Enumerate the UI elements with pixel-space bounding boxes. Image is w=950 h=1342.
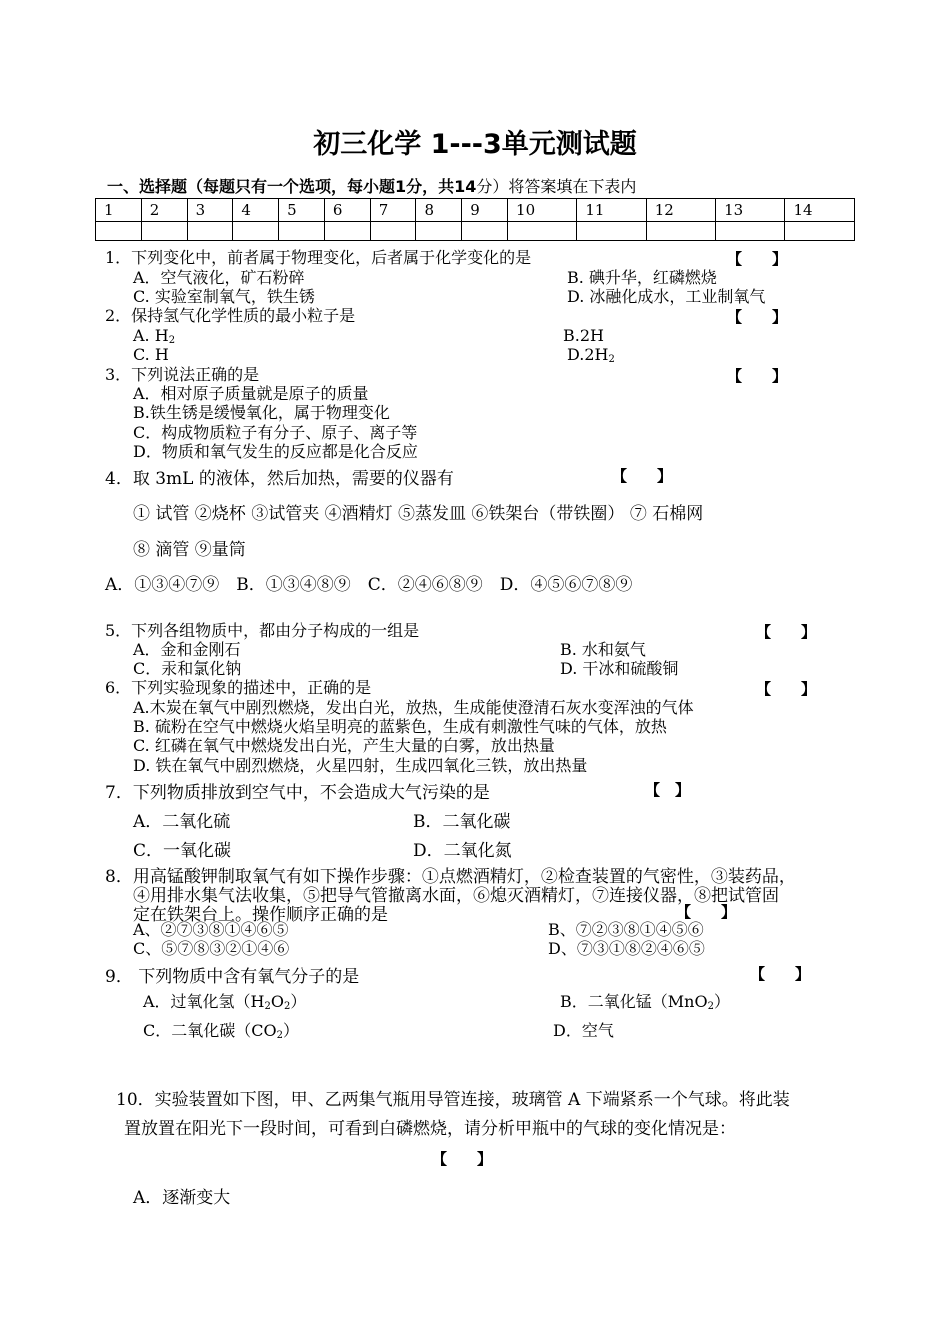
q2-option-d-sub: 2 bbox=[608, 354, 615, 365]
q9-option-b bbox=[560, 992, 730, 1016]
q6-option-a: A.木炭在氧气中剧烈燃烧，发出白光，放热，生成能使澄清石灰水变浑浊的气体 bbox=[133, 698, 694, 717]
q3-stem: 3．下列说法正确的是 bbox=[105, 365, 260, 384]
answer-number: 7 bbox=[370, 199, 416, 222]
q9-option-a-text: A．过氧化氢（H bbox=[143, 992, 265, 1011]
q6-stem: 6．下列实验现象的描述中，正确的是 bbox=[105, 678, 372, 697]
q9-option-b-text: B．二氧化锰（MnO bbox=[560, 992, 708, 1011]
q7-option-a: A．二氧化硫 bbox=[133, 812, 231, 832]
section-heading-bold: 一、选择题（每题只有一个选项，每小题1分，共14 bbox=[107, 177, 477, 196]
q3-option-a: A．相对原子质量就是原子的质量 bbox=[133, 384, 369, 403]
page-title: 初三化学 1---3单元测试题 bbox=[313, 129, 637, 160]
q1-option-b: B. 碘升华，红磷燃烧 bbox=[567, 268, 717, 287]
q1-option-c: C. 实验室制氧气，铁生锈 bbox=[133, 287, 315, 306]
q8-answer-bracket: 【 】 bbox=[676, 903, 737, 921]
q4-stem: 4．取 3mL 的液体，然后加热，需要的仪器有 bbox=[105, 469, 454, 489]
answer-number: 13 bbox=[716, 199, 785, 222]
q9-option-a-o: O bbox=[270, 992, 285, 1011]
q5-option-d: D. 干冰和硫酸铜 bbox=[560, 659, 679, 678]
answer-cell[interactable] bbox=[577, 222, 646, 241]
section-heading bbox=[107, 174, 636, 197]
q9-option-a-sub: 2 bbox=[264, 1001, 271, 1012]
q1-option-a: A．空气液化，矿石粉碎 bbox=[133, 268, 305, 287]
answer-cell[interactable] bbox=[785, 222, 855, 241]
q6-option-d: D. 铁在氧气中剧烈燃烧，火星四射，生成四氧化三铁，放出热量 bbox=[133, 756, 588, 775]
q9-option-c-text: C．二氧化碳（CO bbox=[143, 1021, 277, 1040]
q3-option-b: B.铁生锈是缓慢氧化，属于物理变化 bbox=[133, 403, 390, 422]
q7-stem: 7．下列物质排放到空气中，不会造成大气污染的是 bbox=[105, 783, 490, 803]
answer-number: 4 bbox=[233, 199, 279, 222]
q2-option-c: C. H bbox=[133, 345, 169, 364]
answer-number: 1 bbox=[96, 199, 142, 222]
q1-stem: 1．下列变化中，前者属于物理变化，后者属于化学变化的是 bbox=[105, 248, 532, 267]
q1-option-d: D. 冰融化成水，工业制氧气 bbox=[567, 287, 766, 306]
q5-option-b: B. 水和氨气 bbox=[560, 640, 646, 659]
q3-option-c: C．构成物质粒子有分子、原子、离子等 bbox=[133, 423, 418, 442]
q6-option-b: B. 硫粉在空气中燃烧火焰呈明亮的蓝紫色，生成有刺激性气味的气体，放热 bbox=[133, 717, 667, 736]
q7-option-d: D．二氧化氮 bbox=[413, 841, 512, 861]
q4-options: A．①③④⑦⑨ B．①③④⑧⑨ C．②④⑥⑧⑨ D．④⑤⑥⑦⑧⑨ bbox=[105, 575, 633, 595]
answer-cell[interactable] bbox=[370, 222, 416, 241]
q7-answer-bracket: 【 】 bbox=[645, 781, 691, 799]
answer-cell[interactable] bbox=[508, 222, 577, 241]
q8-stem-line1: 8．用高锰酸钾制取氧气有如下操作步骤：①点燃酒精灯，②检查装置的气密性，③装药品， bbox=[105, 867, 796, 887]
q2-answer-bracket: 【 】 bbox=[727, 308, 788, 326]
q8-stem-line3: 定在铁架台上。操作顺序正确的是 bbox=[133, 905, 388, 925]
q5-option-a: A．金和金刚石 bbox=[133, 640, 241, 659]
q10-stem-line2: 置放置在阳光下一段时间，可看到白磷燃烧，请分析甲瓶中的气球的变化情况是： bbox=[124, 1119, 736, 1139]
answer-table bbox=[95, 198, 855, 241]
answer-number: 14 bbox=[785, 199, 855, 222]
q8-stem-line2: ④用排水集气法收集，⑤把导气管撤离水面，⑥熄灭酒精灯，⑦连接仪器，⑧把试管固 bbox=[133, 886, 779, 906]
q9-option-a-sub2: 2 bbox=[284, 1001, 291, 1012]
q2-option-b: B.2H bbox=[563, 326, 604, 345]
q3-answer-bracket: 【 】 bbox=[727, 367, 788, 385]
q9-option-d: D．空气 bbox=[553, 1021, 614, 1040]
q3-option-d: D．物质和氧气发生的反应都是化合反应 bbox=[133, 442, 418, 461]
answer-number: 10 bbox=[508, 199, 577, 222]
q9-stem: 9． 下列物质中含有氧气分子的是 bbox=[105, 967, 360, 987]
q2-option-a-sub: 2 bbox=[168, 335, 176, 346]
q2-option-d bbox=[567, 345, 615, 369]
q8-option-b: B、⑦②③⑧①④⑤⑥ bbox=[548, 920, 704, 939]
q6-option-c: C. 红磷在氧气中燃烧发出白光，产生大量的白雾，放出热量 bbox=[133, 736, 555, 755]
answer-number: 3 bbox=[187, 199, 233, 222]
answer-table-number-row bbox=[96, 199, 855, 222]
answer-number: 5 bbox=[279, 199, 325, 222]
q9-option-b-end: ） bbox=[713, 992, 730, 1011]
answer-cell[interactable] bbox=[416, 222, 462, 241]
q6-answer-bracket: 【 】 bbox=[756, 680, 817, 698]
q9-option-a-end: ） bbox=[290, 992, 307, 1011]
q8-option-c: C、⑤⑦⑧③②①④⑥ bbox=[133, 939, 290, 958]
q9-answer-bracket: 【 】 bbox=[750, 965, 811, 983]
answer-cell[interactable] bbox=[462, 222, 508, 241]
answer-number: 6 bbox=[324, 199, 370, 222]
q1-answer-bracket: 【 】 bbox=[727, 250, 788, 268]
answer-cell[interactable] bbox=[279, 222, 325, 241]
q2-stem: 2．保持氢气化学性质的最小粒子是 bbox=[105, 306, 356, 325]
answer-cell[interactable] bbox=[187, 222, 233, 241]
section-heading-tail: 分）将答案填在下表内 bbox=[476, 177, 637, 196]
answer-cell[interactable] bbox=[96, 222, 142, 241]
answer-table-blank-row bbox=[96, 222, 855, 241]
q2-option-a-text: A. H bbox=[133, 326, 169, 345]
q10-answer-bracket: 【 】 bbox=[432, 1150, 493, 1168]
q8-option-a: A、②⑦③⑧①④⑥⑤ bbox=[133, 920, 289, 939]
q9-option-c-sub: 2 bbox=[276, 1030, 283, 1041]
q4-items-line2: ⑧ 滴管 ⑨量筒 bbox=[133, 540, 246, 560]
answer-cell[interactable] bbox=[141, 222, 187, 241]
answer-cell[interactable] bbox=[716, 222, 785, 241]
q7-option-b: B．二氧化碳 bbox=[413, 812, 511, 832]
answer-number: 9 bbox=[462, 199, 508, 222]
q4-items-line1: ① 试管 ②烧杯 ③试管夹 ④酒精灯 ⑤蒸发皿 ⑥铁架台（带铁圈） ⑦ 石棉网 bbox=[133, 504, 704, 524]
q9-option-a bbox=[143, 992, 306, 1016]
q9-option-b-sub: 2 bbox=[707, 1001, 714, 1012]
answer-number: 8 bbox=[416, 199, 462, 222]
q8-option-d: D、⑦③①⑧②④⑥⑤ bbox=[548, 939, 705, 958]
q10-option-a: A．逐渐变大 bbox=[133, 1188, 231, 1208]
q5-option-c: C．汞和氯化钠 bbox=[133, 659, 242, 678]
q4-answer-bracket: 【 】 bbox=[612, 467, 673, 485]
answer-number: 2 bbox=[141, 199, 187, 222]
q5-answer-bracket: 【 】 bbox=[756, 623, 817, 641]
q10-stem-line1: 10．实验装置如下图，甲、乙两集气瓶用导管连接，玻璃管 A 下端紧系一个气球。将此装 bbox=[116, 1090, 790, 1110]
q9-option-c bbox=[143, 1021, 299, 1045]
q9-option-c-end: ） bbox=[282, 1021, 299, 1040]
q5-stem: 5．下列各组物质中，都由分子构成的一组是 bbox=[105, 621, 420, 640]
answer-number: 11 bbox=[577, 199, 646, 222]
answer-number: 12 bbox=[646, 199, 715, 222]
q7-option-c: C．一氧化碳 bbox=[133, 841, 232, 861]
answer-cell[interactable] bbox=[324, 222, 370, 241]
q2-option-d-text: D.2H bbox=[567, 345, 609, 364]
answer-cell[interactable] bbox=[233, 222, 279, 241]
answer-cell[interactable] bbox=[646, 222, 715, 241]
